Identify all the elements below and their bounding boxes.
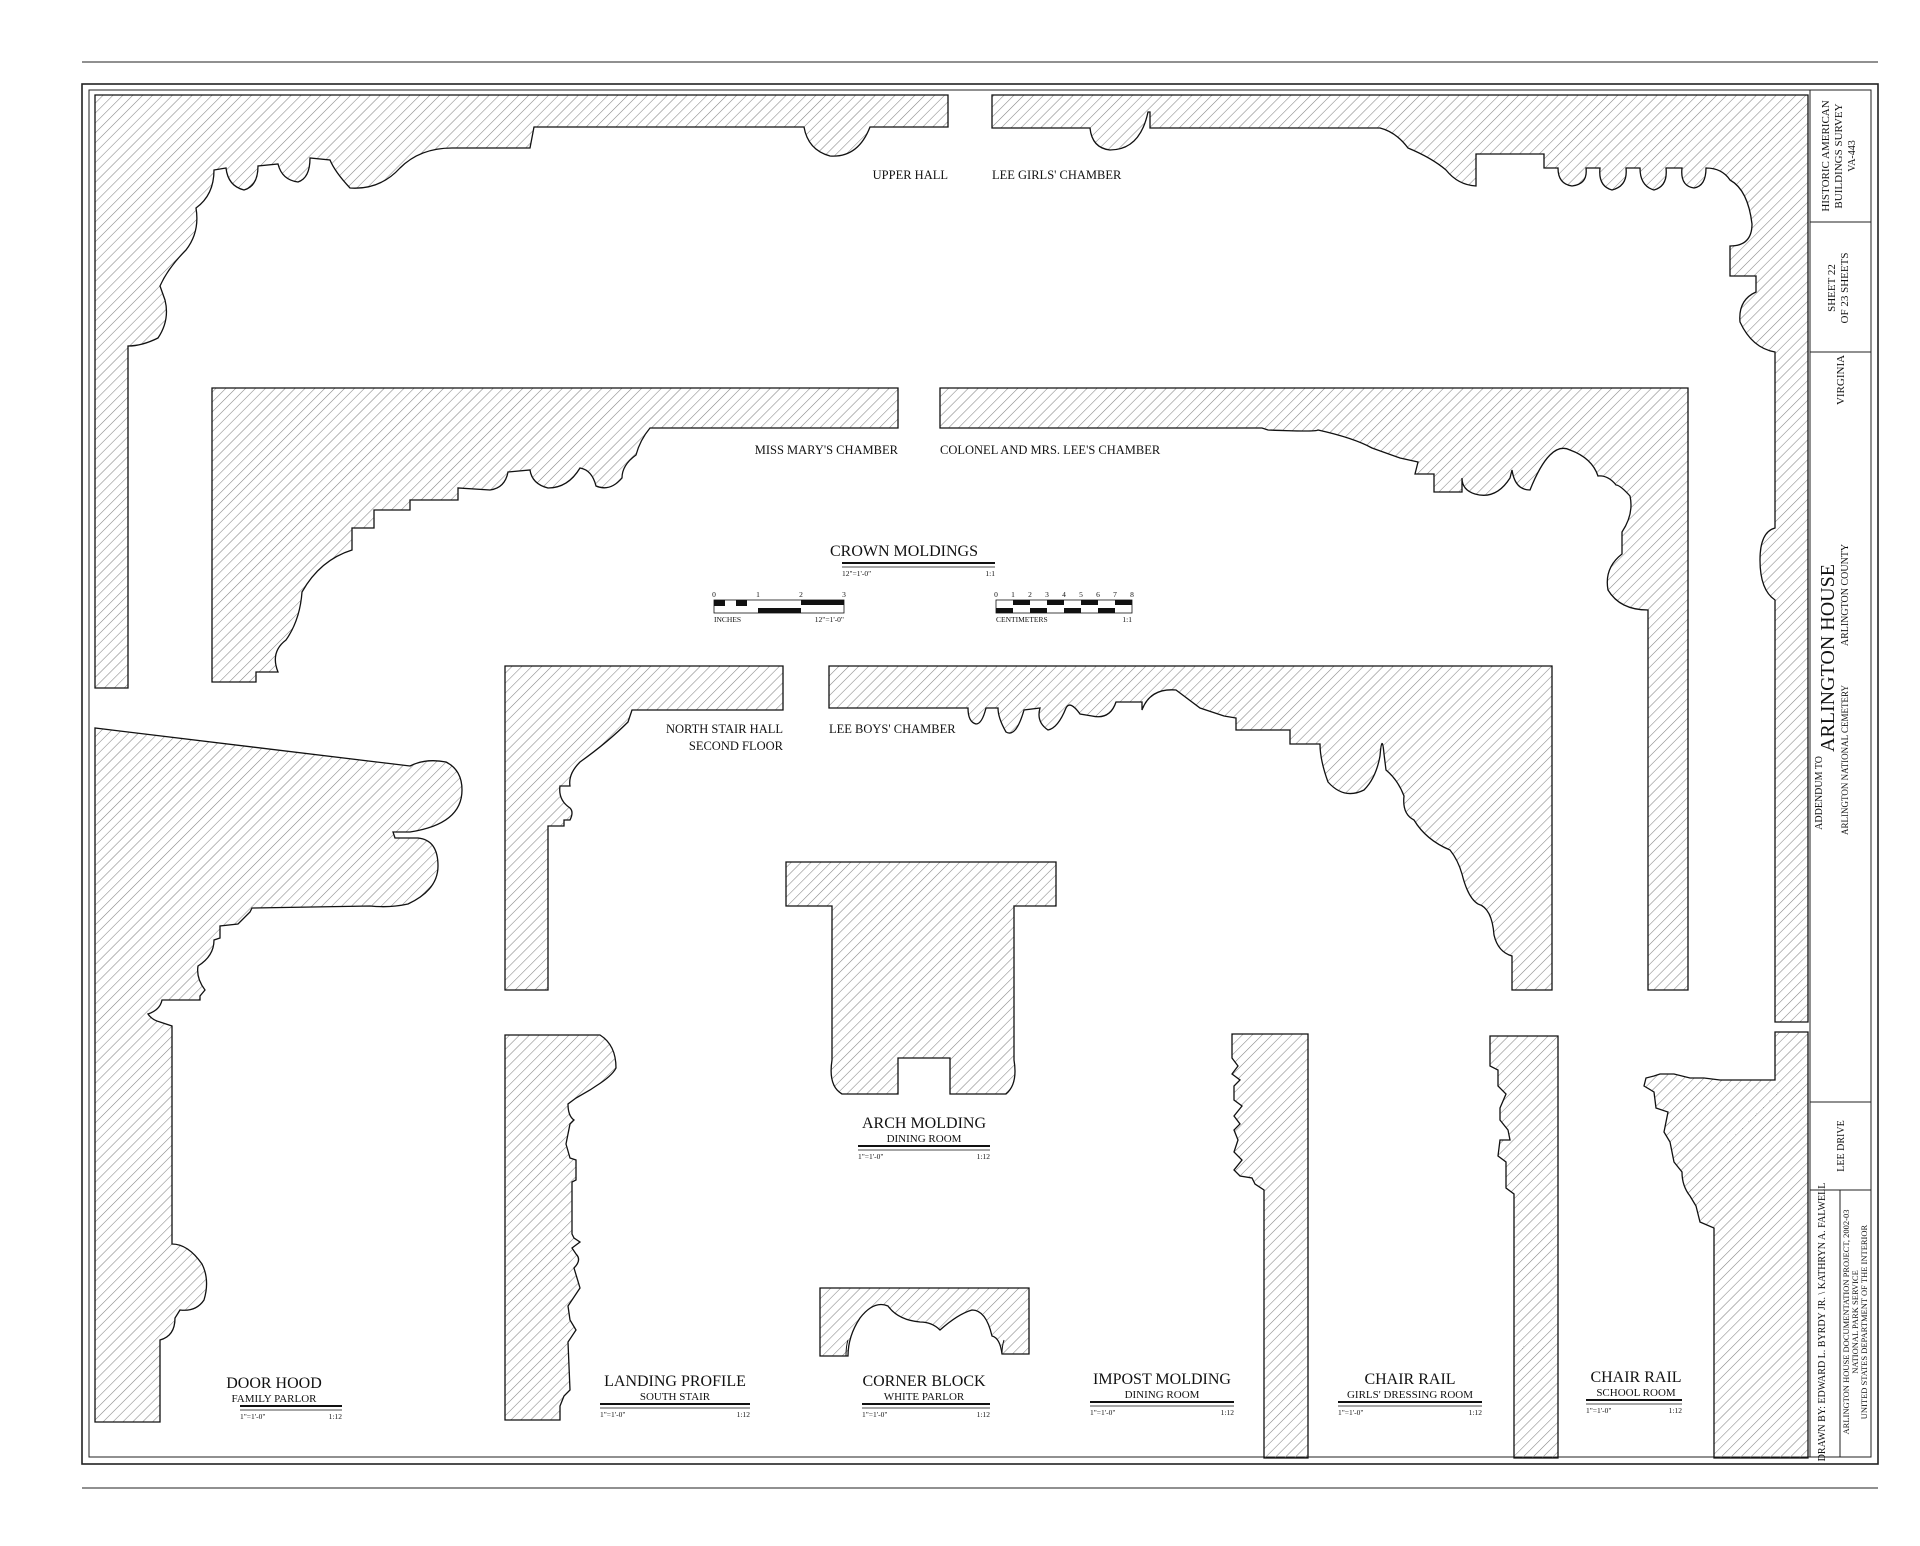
door-hood-sub: FAMILY PARLOR xyxy=(231,1393,317,1405)
inches-bar-seg-3 xyxy=(758,608,801,613)
tb-survey-code: VA-443 xyxy=(1847,140,1858,172)
miss-marys-chamber-profile xyxy=(212,388,898,682)
cm-tick-4: 4 xyxy=(1062,590,1066,599)
tb-state: VIRGINIA xyxy=(1835,354,1847,406)
cm-bar-seg-6 xyxy=(1081,600,1098,605)
chair-rail-girls-title: CHAIR RAIL xyxy=(1364,1371,1456,1388)
chair-rail-school-sub: SCHOOL ROOM xyxy=(1596,1387,1676,1399)
impost-title: IMPOST MOLDING xyxy=(1093,1371,1231,1388)
cm-tick-6: 6 xyxy=(1096,590,1100,599)
cm-tick-7: 7 xyxy=(1113,590,1117,599)
impost-scale: 1"=1'-0" xyxy=(1090,1408,1116,1417)
inches-tick-2: 2 xyxy=(799,590,803,599)
inches-bar-seg-1 xyxy=(714,600,725,606)
tb-department: UNITED STATES DEPARTMENT OF THE INTERIOR xyxy=(1859,1224,1869,1420)
inches-label: INCHES xyxy=(714,615,742,624)
impost-ratio: 1:12 xyxy=(1220,1408,1234,1417)
cm-tick-2: 2 xyxy=(1028,590,1032,599)
north-stair-hall-profile xyxy=(505,666,783,990)
inches-bar-seg-2 xyxy=(736,600,747,606)
crown-moldings-title: CROWN MOLDINGS xyxy=(830,543,978,560)
arch-molding-profile xyxy=(786,862,1056,1094)
impost-molding-profile xyxy=(1232,1034,1308,1458)
arch-molding-sub: DINING ROOM xyxy=(886,1133,962,1145)
chair-rail-school-title: CHAIR RAIL xyxy=(1590,1369,1682,1386)
tb-building-name: ARLINGTON HOUSE xyxy=(1817,564,1839,752)
landing-profile-title: LANDING PROFILE xyxy=(604,1373,746,1390)
tb-county: ARLINGTON COUNTY xyxy=(1840,543,1851,647)
label-lee-girls-chamber: LEE GIRLS' CHAMBER xyxy=(992,168,1122,182)
cm-bar-seg-4 xyxy=(1047,600,1064,605)
tb-sheet-1: SHEET 22 xyxy=(1826,264,1838,312)
tb-cemetery: ARLINGTON NATIONAL CEMETERY xyxy=(1840,685,1850,835)
door-hood-ratio: 1:12 xyxy=(328,1412,342,1421)
cm-tick-3: 3 xyxy=(1045,590,1049,599)
cm-tick-8: 8 xyxy=(1130,590,1134,599)
arch-ratio: 1:12 xyxy=(976,1152,990,1161)
arch-molding-title: ARCH MOLDING xyxy=(862,1115,986,1132)
chair-school-ratio: 1:12 xyxy=(1668,1406,1682,1415)
landing-ratio: 1:12 xyxy=(736,1410,750,1419)
corner-block-sub: WHITE PARLOR xyxy=(883,1391,965,1403)
label-colonel-lees-chamber: COLONEL AND MRS. LEE'S CHAMBER xyxy=(940,443,1161,457)
inches-tick-1: 1 xyxy=(756,590,760,599)
cm-bar-seg-2 xyxy=(1013,600,1030,605)
centimeters-scale-bar xyxy=(994,590,1134,624)
cm-bar-seg-5 xyxy=(1064,608,1081,613)
cm-bar-seg-7 xyxy=(1098,608,1115,613)
landing-scale: 1"=1'-0" xyxy=(600,1410,626,1419)
tb-project: ARLINGTON HOUSE DOCUMENTATION PROJECT, 2002-03 xyxy=(1841,1209,1851,1435)
tb-street: LEE DRIVE xyxy=(1836,1120,1847,1172)
landing-profile xyxy=(505,1035,616,1420)
cm-bar-seg-8 xyxy=(1115,600,1132,605)
tb-sheet-2: OF 23 SHEETS xyxy=(1839,252,1851,324)
inches-bar-seg-4 xyxy=(801,600,844,605)
cm-tick-0: 0 xyxy=(994,590,998,599)
label-upper-hall: UPPER HALL xyxy=(872,168,948,182)
cm-ratio: 1:1 xyxy=(1122,615,1132,624)
chair-girls-ratio: 1:12 xyxy=(1468,1408,1482,1417)
inches-tick-0: 0 xyxy=(712,590,716,599)
tb-agency: NATIONAL PARK SERVICE xyxy=(1850,1270,1860,1374)
cm-label: CENTIMETERS xyxy=(996,615,1048,624)
arch-scale: 1"=1'-0" xyxy=(858,1152,884,1161)
crown-scale-ratio: 1:1 xyxy=(985,569,995,578)
corner-block-title: CORNER BLOCK xyxy=(862,1373,986,1390)
chair-school-scale: 1"=1'-0" xyxy=(1586,1406,1612,1415)
inches-scale-text: 12"=1'-0" xyxy=(814,615,844,624)
tb-survey-1: HISTORIC AMERICAN xyxy=(1820,100,1832,212)
door-hood-scale: 1"=1'-0" xyxy=(240,1412,266,1421)
corner-block-profile xyxy=(820,1288,1029,1356)
corner-ratio: 1:12 xyxy=(976,1410,990,1419)
cm-bar-seg-1 xyxy=(996,608,1013,613)
corner-scale: 1"=1'-0" xyxy=(862,1410,888,1419)
detail-title-corner-block xyxy=(862,1373,990,1419)
tb-drawn-by: DRAWN BY: EDWARD L. BYRDY JR. \ KATHRYN A. FALWELL xyxy=(1817,1182,1828,1462)
cm-tick-5: 5 xyxy=(1079,590,1083,599)
inches-tick-3: 3 xyxy=(842,590,846,599)
chair-rail-girls-profile xyxy=(1490,1036,1558,1458)
detail-title-chair-rail-school xyxy=(1586,1369,1682,1415)
label-second-floor: SECOND FLOOR xyxy=(688,739,783,753)
detail-title-landing-profile xyxy=(600,1373,750,1419)
chair-rail-girls-sub: GIRLS' DRESSING ROOM xyxy=(1346,1389,1474,1401)
tb-addendum: ADDENDUM TO xyxy=(1814,756,1825,830)
chair-girls-scale: 1"=1'-0" xyxy=(1338,1408,1364,1417)
inches-scale-bar xyxy=(712,590,846,624)
landing-profile-sub: SOUTH STAIR xyxy=(639,1391,711,1403)
door-hood-profile xyxy=(95,728,462,1422)
impost-sub: DINING ROOM xyxy=(1124,1389,1200,1401)
cm-bar-seg-3 xyxy=(1030,608,1047,613)
label-lee-boys-chamber: LEE BOYS' CHAMBER xyxy=(829,722,956,736)
label-miss-marys-chamber: MISS MARY'S CHAMBER xyxy=(754,443,898,457)
door-hood-title: DOOR HOOD xyxy=(226,1375,322,1392)
label-north-stair-hall: NORTH STAIR HALL xyxy=(666,722,783,736)
tb-survey-2: BUILDINGS SURVEY xyxy=(1833,103,1845,209)
title-block xyxy=(1810,90,1871,1461)
detail-title-door-hood xyxy=(226,1375,342,1421)
detail-title-chair-rail-girls xyxy=(1338,1371,1482,1417)
detail-title-impost-molding xyxy=(1090,1371,1234,1417)
crown-scale-imperial: 12"=1'-0" xyxy=(842,569,872,578)
cm-tick-1: 1 xyxy=(1011,590,1015,599)
corner-block-inner-line xyxy=(846,1340,1004,1356)
